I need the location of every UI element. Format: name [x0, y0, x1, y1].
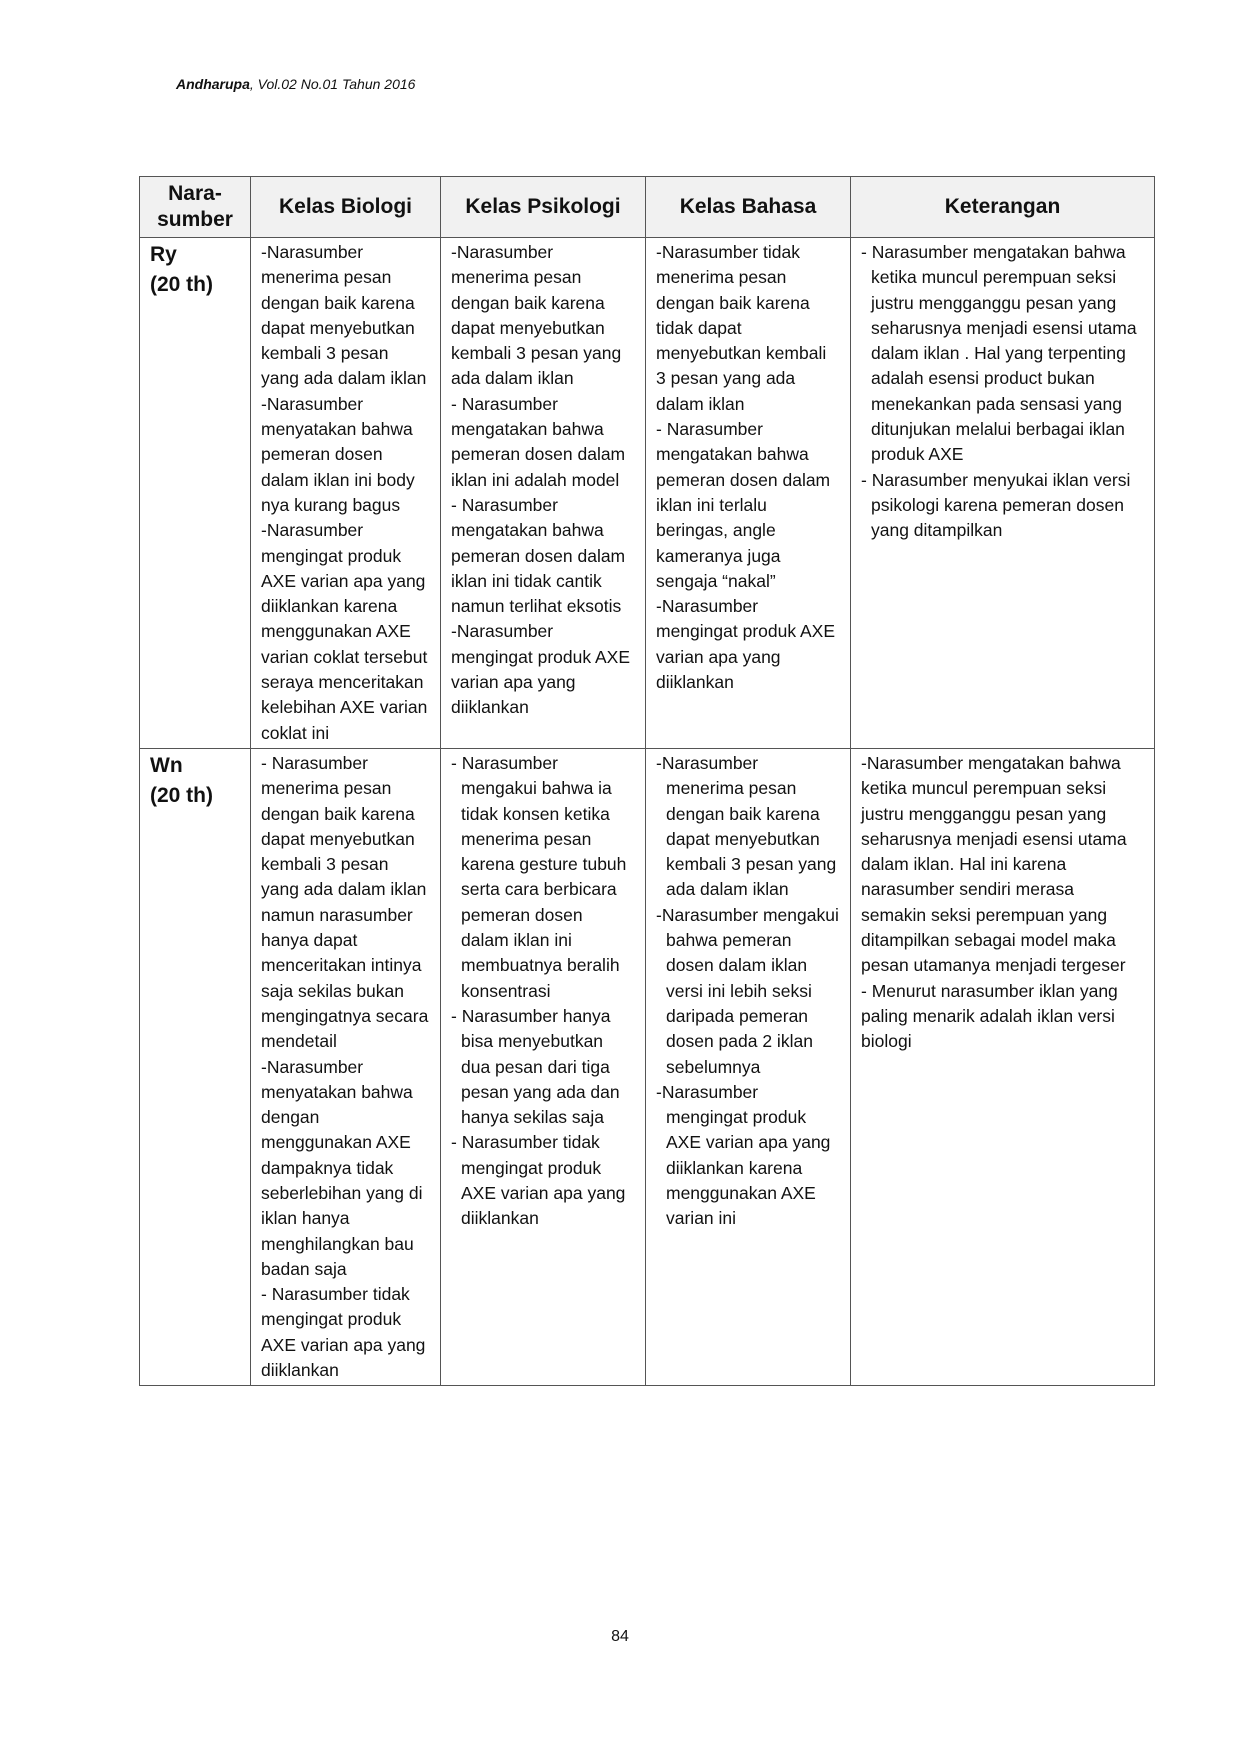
- narasumber-age: (20 th): [150, 273, 213, 296]
- list-item: - Narasumber hanya bisa menyebutkan dua pesan dari tiga pesan yang ada dan hanya sekilas saja: [451, 1005, 620, 1128]
- list-item: - Narasumber mengatakan bahwa pemeran dosen dalam iklan ini terlalu beringas, angle kameranya juga sengaja “nakal”: [656, 419, 831, 591]
- list-item: - Narasumber menyukai iklan versi psikologi karena pemeran dosen yang ditampilkan: [861, 469, 1131, 541]
- keterangan-cell: [851, 238, 1155, 749]
- narasumber-name: Wn: [150, 753, 183, 777]
- list-item: - Menurut narasumber iklan yang paling menarik adalah iklan versi biologi: [861, 980, 1118, 1052]
- narasumber-age: (20 th): [150, 783, 213, 807]
- list-item: -Narasumber menerima pesan dengan baik karena dapat menyebutkan kembali 3 pesan yang ada dalam iklan: [261, 242, 427, 389]
- journal-name: Andharupa: [176, 76, 250, 92]
- header-kelas-psikologi: Kelas Psikologi: [441, 177, 646, 238]
- narasumber-cell: [140, 748, 251, 1385]
- header-keterangan: Keterangan: [851, 177, 1155, 238]
- journal-issue: , Vol.02 No.01 Tahun 2016: [249, 76, 416, 92]
- table-row: [140, 238, 1155, 749]
- list-item: -Narasumber menyatakan bahwa pemeran dosen dalam iklan ini body nya kurang bagus: [261, 393, 415, 515]
- header-narasumber: Nara- sumber: [140, 177, 251, 238]
- header-kelas-bahasa: Kelas Bahasa: [646, 177, 851, 238]
- list-item: - Narasumber mengatakan bahwa pemeran dosen dalam iklan ini tidak cantik namun terlihat eksotis: [451, 494, 626, 617]
- header-kelas-biologi: Kelas Biologi: [251, 177, 441, 238]
- list-item: -Narasumber mengingat produk AXE varian apa yang diiklankan karena menggunakan AXE varian ini: [656, 1081, 831, 1229]
- running-head: [176, 76, 415, 92]
- keterangan-cell: [851, 748, 1155, 1385]
- list-item: - Narasumber tidak mengingat produk AXE varian apa yang diiklankan: [451, 1132, 626, 1229]
- list-item: - Narasumber mengakui bahwa ia tidak konsen ketika menerima pesan karena gesture tubuh serta cara berbicara pemeran dosen dalam iklan ini membuatnya beralih konsentrasi: [451, 752, 627, 1001]
- header-row: [140, 177, 1155, 238]
- list-item: -Narasumber mengingat produk AXE varian apa yang diiklankan: [656, 596, 836, 693]
- list-item: -Narasumber mengingat produk AXE varian apa yang diiklankan: [451, 621, 631, 718]
- list-item: -Narasumber menyatakan bahwa dengan menggunakan AXE dampaknya tidak seberlebihan yang di iklan hanya menghilangkan bau badan saja: [261, 1056, 423, 1279]
- list-item: -Narasumber mengingat produk AXE varian apa yang diiklankan karena menggunakan AXE varian coklat tersebut seraya menceritakan kelebihan AXE varian coklat ini: [261, 520, 428, 743]
- bahasa-cell: [646, 238, 851, 749]
- psikologi-cell: [441, 748, 646, 1385]
- list-item: -Narasumber menerima pesan dengan baik karena dapat menyebutkan kembali 3 pesan yang ada dalam iklan: [656, 752, 837, 900]
- biologi-cell: [251, 238, 441, 749]
- list-item: - Narasumber mengatakan bahwa pemeran dosen dalam iklan ini adalah model: [451, 393, 626, 490]
- list-item: - Narasumber tidak mengingat produk AXE varian apa yang diiklankan: [261, 1284, 426, 1381]
- narasumber-cell: [140, 238, 251, 749]
- list-item: -Narasumber tidak menerima pesan dengan baik karena tidak dapat menyebutkan kembali 3 pesan yang ada dalam iklan: [656, 242, 827, 414]
- narasumber-name: Ry: [150, 243, 177, 266]
- list-item: -Narasumber mengakui bahwa pemeran dosen dalam iklan versi ini lebih seksi daripada pemeran dosen pada 2 iklan sebelumnya: [656, 904, 839, 1077]
- interview-table: [139, 176, 1155, 1386]
- list-item: - Narasumber menerima pesan dengan baik karena dapat menyebutkan kembali 3 pesan yang ada dalam iklan namun narasumber hanya dapat menceritakan intinya saja sekilas bukan mengingatnya secara mendetail: [261, 752, 429, 1052]
- biologi-cell: [251, 748, 441, 1385]
- table-row: [140, 748, 1155, 1385]
- list-item: -Narasumber menerima pesan dengan baik karena dapat menyebutkan kembali 3 pesan yang ada dalam iklan: [451, 242, 622, 389]
- list-item: - Narasumber mengatakan bahwa ketika muncul perempuan seksi justru mengganggu pesan yang seharusnya menjadi esensi utama dalam iklan . Hal yang terpenting adalah esensi product bukan menekankan pada sensasi yang ditunjukan melalui berbagai iklan produk AXE: [861, 242, 1137, 465]
- page-number: 84: [611, 1628, 629, 1645]
- psikologi-cell: [441, 238, 646, 749]
- list-item: -Narasumber mengatakan bahwa ketika muncul perempuan seksi justru mengganggu pesan yang seharusnya menjadi esensi utama dalam iklan. Hal ini karena narasumber sendiri merasa semakin seksi perempuan yang ditampilkan sebagai model maka pesan utamanya menjadi tergeser: [861, 752, 1127, 976]
- bahasa-cell: [646, 748, 851, 1385]
